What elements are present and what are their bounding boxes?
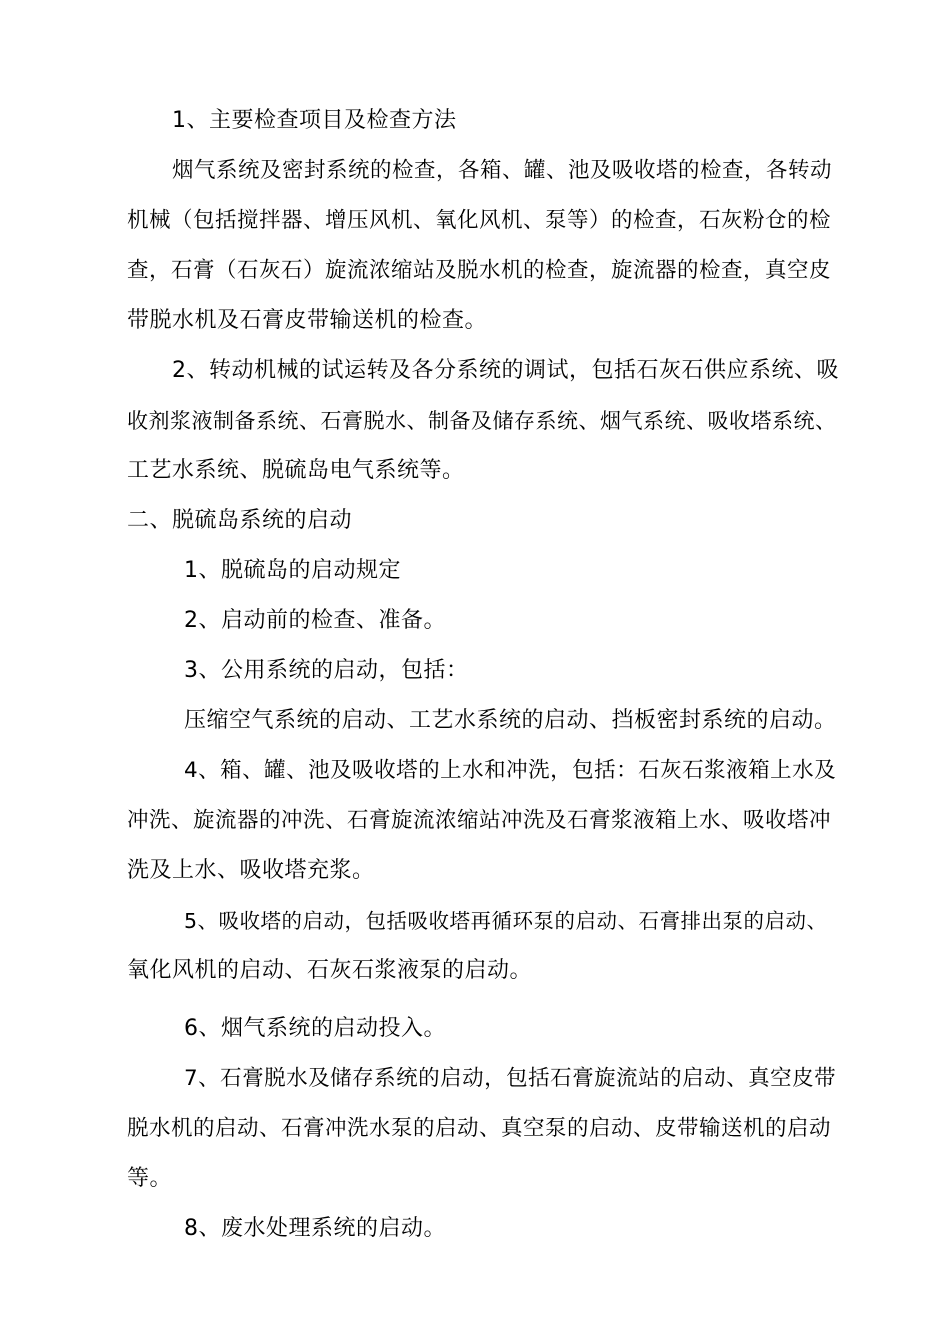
paragraph-line: 烟气系统及密封系统的检查，各箱、罐、池及吸收塔的检查，各转动 (172, 158, 833, 183)
paragraph-line: 收剂浆液制备系统、石膏脱水、制备及储存系统、烟气系统、吸收塔系统、 (127, 409, 837, 433)
paragraph-line: 等。 (127, 1166, 173, 1191)
paragraph-line: 带脱水机及石膏皮带输送机的检查。 (127, 308, 488, 333)
paragraph-line: 机械（包括搅拌器、增压风机、氧化风机、泵等）的检查，石灰粉仓的检 (127, 208, 832, 233)
paragraph-line: 洗及上水、吸收塔充浆。 (127, 858, 375, 883)
list-item: 1、脱硫岛的启动规定 (184, 558, 401, 583)
list-item: 6、烟气系统的启动投入。 (184, 1016, 446, 1041)
paragraph-line: 7、石膏脱水及储存系统的启动，包括石膏旋流站的启动、真空皮带 (184, 1066, 837, 1091)
paragraph-line: 5、吸收塔的启动，包括吸收塔再循环泵的启动、石膏排出泵的启动、 (184, 909, 828, 933)
paragraph-line: 查，石膏（石灰石）旋流浓缩站及脱水机的检查，旋流器的检查，真空皮 (127, 258, 832, 283)
paragraph-line: 4、箱、罐、池及吸收塔的上水和冲洗，包括：石灰石浆液箱上水及 (184, 758, 837, 783)
list-item: 3、公用系统的启动，包括： (184, 658, 469, 683)
list-item: 2、启动前的检查、准备。 (184, 608, 446, 633)
paragraph-line: 2、转动机械的试运转及各分系统的调试，包括石灰石供应系统、吸 (172, 358, 839, 383)
paragraph-line: 冲洗、旋流器的冲洗、石膏旋流浓缩站冲洗及石膏浆液箱上水、吸收塔冲 (127, 808, 832, 833)
paragraph-line: 压缩空气系统的启动、工艺水系统的启动、挡板密封系统的启动。 (184, 708, 837, 733)
list-item: 8、废水处理系统的启动。 (184, 1216, 446, 1241)
paragraph-line: 氧化风机的启动、石灰石浆液泵的启动。 (127, 958, 533, 983)
paragraph-line: 脱水机的启动、石膏冲洗水泵的启动、真空泵的启动、皮带输送机的启动 (127, 1116, 832, 1141)
section-heading: 二、脱硫岛系统的启动 (127, 508, 353, 533)
section-heading: 1、主要检查项目及检查方法 (172, 108, 457, 133)
paragraph-line: 工艺水系统、脱硫岛电气系统等。 (127, 458, 465, 483)
